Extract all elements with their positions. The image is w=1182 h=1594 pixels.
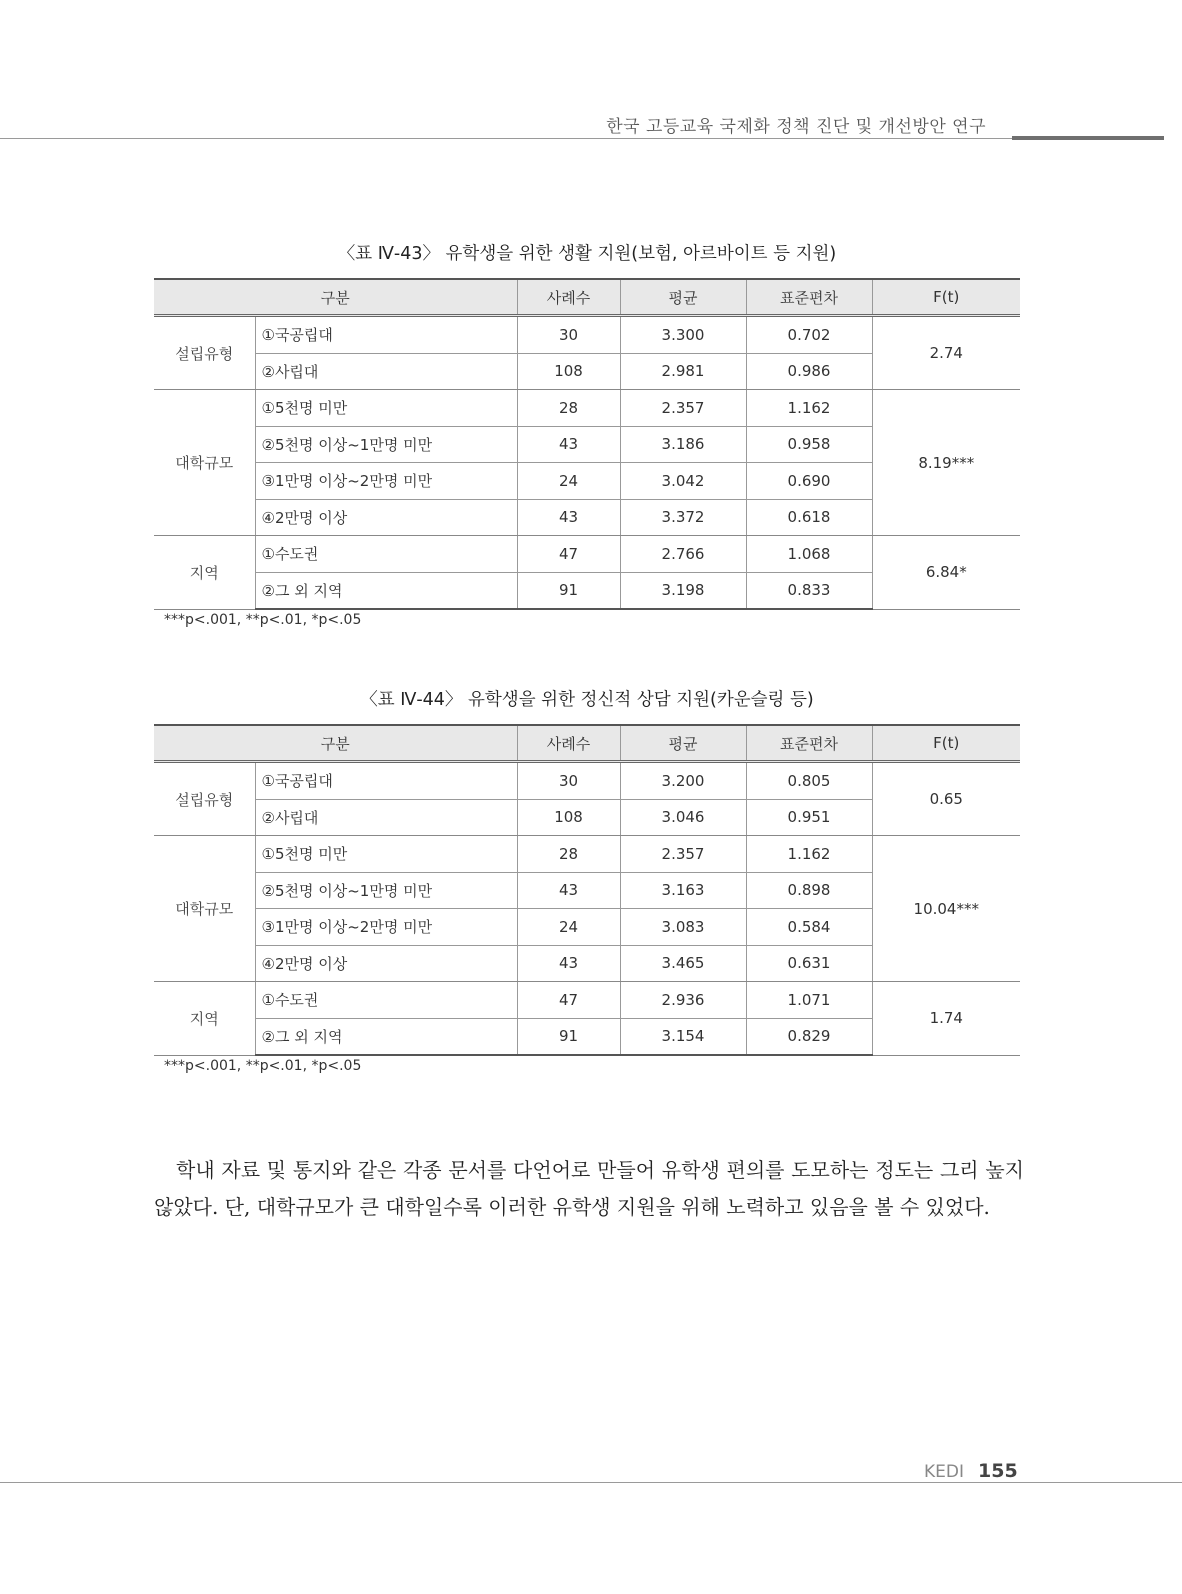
mean-cell: 2.981 xyxy=(620,353,746,390)
f-stat-cell: 0.65 xyxy=(872,762,1020,836)
group-label: 설립유형 xyxy=(154,316,255,390)
item-cell: ②그 외 지역 xyxy=(255,572,517,609)
sd-cell: 0.986 xyxy=(746,353,872,390)
sd-cell: 1.162 xyxy=(746,836,872,873)
item-cell: ①국공립대 xyxy=(255,762,517,800)
f-stat-cell: 8.19*** xyxy=(872,390,1020,536)
sd-cell: 0.805 xyxy=(746,762,872,800)
sd-cell: 0.584 xyxy=(746,909,872,946)
table1 xyxy=(154,278,1020,610)
sd-cell: 1.071 xyxy=(746,982,872,1019)
mean-cell: 3.042 xyxy=(620,463,746,500)
column-header: 사례수 xyxy=(517,725,620,762)
sd-cell: 0.898 xyxy=(746,872,872,909)
sd-cell: 0.702 xyxy=(746,316,872,354)
table-row xyxy=(154,316,1020,354)
footer-org: KEDI xyxy=(924,1462,964,1482)
count-cell: 91 xyxy=(517,572,620,609)
count-cell: 108 xyxy=(517,799,620,836)
mean-cell: 3.200 xyxy=(620,762,746,800)
mean-cell: 3.372 xyxy=(620,499,746,536)
count-cell: 108 xyxy=(517,353,620,390)
count-cell: 47 xyxy=(517,982,620,1019)
count-cell: 91 xyxy=(517,1018,620,1055)
f-stat-cell: 10.04*** xyxy=(872,836,1020,982)
table-row xyxy=(154,536,1020,573)
table-row xyxy=(154,982,1020,1019)
item-cell: ①5천명 미만 xyxy=(255,390,517,427)
count-cell: 30 xyxy=(517,762,620,800)
mean-cell: 3.300 xyxy=(620,316,746,354)
column-header: 평균 xyxy=(620,279,746,316)
item-cell: ③1만명 이상~2만명 미만 xyxy=(255,463,517,500)
table2 xyxy=(154,724,1020,1056)
mean-cell: 3.163 xyxy=(620,872,746,909)
mean-cell: 2.357 xyxy=(620,836,746,873)
column-header: 구분 xyxy=(154,725,517,762)
f-stat-cell: 2.74 xyxy=(872,316,1020,390)
item-cell: ②그 외 지역 xyxy=(255,1018,517,1055)
group-label: 대학규모 xyxy=(154,836,255,982)
table1-note: ***p<.001, **p<.01, *p<.05 xyxy=(164,612,362,628)
mean-cell: 3.046 xyxy=(620,799,746,836)
group-label: 설립유형 xyxy=(154,762,255,836)
mean-cell: 3.083 xyxy=(620,909,746,946)
item-cell: ①수도권 xyxy=(255,982,517,1019)
count-cell: 28 xyxy=(517,836,620,873)
mean-cell: 3.198 xyxy=(620,572,746,609)
column-header: F(t) xyxy=(872,725,1020,762)
mean-cell: 2.357 xyxy=(620,390,746,427)
body-paragraph: 학내 자료 및 통지와 같은 각종 문서를 다언어로 만들어 유학생 편의를 도모하는 정도는 그리 높지 않았다. 단, 대학규모가 큰 대학일수록 이러한 유학생 지원을 위해 노력하고 있음을 볼 수 있었다. xyxy=(154,1158,1024,1219)
mean-cell: 3.154 xyxy=(620,1018,746,1055)
sd-cell: 0.833 xyxy=(746,572,872,609)
table-header-row xyxy=(154,725,1020,762)
table-row xyxy=(154,836,1020,873)
sd-cell: 0.829 xyxy=(746,1018,872,1055)
count-cell: 24 xyxy=(517,463,620,500)
sd-cell: 0.958 xyxy=(746,426,872,463)
header-rule-accent xyxy=(1012,136,1164,140)
count-cell: 43 xyxy=(517,426,620,463)
column-header: 표준편차 xyxy=(746,725,872,762)
table2-caption: 〈표 Ⅳ-44〉 유학생을 위한 정신적 상담 지원(카운슬링 등) xyxy=(360,690,814,710)
item-cell: ②사립대 xyxy=(255,353,517,390)
group-label: 대학규모 xyxy=(154,390,255,536)
sd-cell: 1.162 xyxy=(746,390,872,427)
footer-rule xyxy=(0,1482,1182,1483)
table2-note: ***p<.001, **p<.01, *p<.05 xyxy=(164,1058,362,1074)
column-header: 사례수 xyxy=(517,279,620,316)
mean-cell: 3.186 xyxy=(620,426,746,463)
sd-cell: 0.618 xyxy=(746,499,872,536)
item-cell: ②5천명 이상~1만명 미만 xyxy=(255,872,517,909)
f-stat-cell: 6.84* xyxy=(872,536,1020,610)
item-cell: ③1만명 이상~2만명 미만 xyxy=(255,909,517,946)
count-cell: 28 xyxy=(517,390,620,427)
table1-caption: 〈표 Ⅳ-43〉 유학생을 위한 생활 지원(보험, 아르바이트 등 지원) xyxy=(337,244,837,264)
mean-cell: 2.936 xyxy=(620,982,746,1019)
running-head: 한국 고등교육 국제화 정책 진단 및 개선방안 연구 xyxy=(606,117,986,137)
item-cell: ①5천명 미만 xyxy=(255,836,517,873)
item-cell: ④2만명 이상 xyxy=(255,945,517,982)
sd-cell: 0.951 xyxy=(746,799,872,836)
sd-cell: 0.631 xyxy=(746,945,872,982)
column-header: 표준편차 xyxy=(746,279,872,316)
table-row xyxy=(154,390,1020,427)
column-header: 구분 xyxy=(154,279,517,316)
f-stat-cell: 1.74 xyxy=(872,982,1020,1056)
table-header-row xyxy=(154,279,1020,316)
count-cell: 43 xyxy=(517,499,620,536)
item-cell: ②사립대 xyxy=(255,799,517,836)
item-cell: ①국공립대 xyxy=(255,316,517,354)
item-cell: ④2만명 이상 xyxy=(255,499,517,536)
group-label: 지역 xyxy=(154,536,255,610)
count-cell: 43 xyxy=(517,945,620,982)
item-cell: ②5천명 이상~1만명 미만 xyxy=(255,426,517,463)
header-rule xyxy=(0,138,1012,139)
group-label: 지역 xyxy=(154,982,255,1056)
mean-cell: 3.465 xyxy=(620,945,746,982)
table-row xyxy=(154,762,1020,800)
mean-cell: 2.766 xyxy=(620,536,746,573)
page-number: 155 xyxy=(978,1460,1018,1482)
count-cell: 43 xyxy=(517,872,620,909)
count-cell: 24 xyxy=(517,909,620,946)
column-header: F(t) xyxy=(872,279,1020,316)
column-header: 평균 xyxy=(620,725,746,762)
item-cell: ①수도권 xyxy=(255,536,517,573)
count-cell: 30 xyxy=(517,316,620,354)
sd-cell: 0.690 xyxy=(746,463,872,500)
sd-cell: 1.068 xyxy=(746,536,872,573)
count-cell: 47 xyxy=(517,536,620,573)
